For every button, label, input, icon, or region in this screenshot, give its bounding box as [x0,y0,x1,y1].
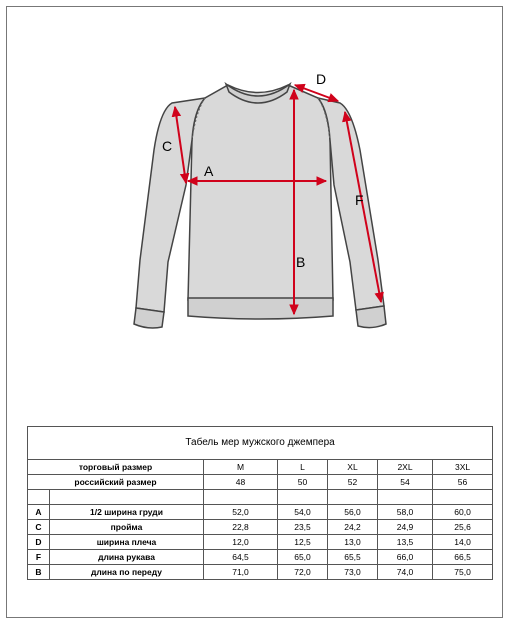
table-cell: 66,5 [433,550,493,565]
table-cell: 25,6 [433,520,493,535]
table-row [28,550,493,565]
sweater-body [188,85,333,300]
table-cell: 24,2 [328,520,378,535]
row-label: длина рукава [50,550,204,565]
table-cell: 58,0 [378,505,433,520]
table-cell: 54,0 [278,505,328,520]
row-code: A [28,505,50,520]
table-cell: 72,0 [278,565,328,580]
table-cell: 22,8 [204,520,278,535]
table-cell: 65,5 [328,550,378,565]
table-cell: 60,0 [433,505,493,520]
table-cell: 56,0 [328,505,378,520]
label-a: A [204,163,214,179]
sweater-hem [188,298,333,319]
label-b: B [296,254,306,270]
table-cell: 13,5 [378,535,433,550]
table-row [28,565,493,580]
row-label: пройма [50,520,204,535]
table-cell: 14,0 [433,535,493,550]
table-cell: 74,0 [378,565,433,580]
label-d: D [316,71,327,87]
row-code: C [28,520,50,535]
header-cell: M [204,460,278,475]
table-cell: 12,5 [278,535,328,550]
header-label: торговый размер [28,460,204,475]
table-cell: 73,0 [328,565,378,580]
header-cell: XL [328,460,378,475]
table-cell: 24,9 [378,520,433,535]
table-row [28,535,493,550]
table-cell: 66,0 [378,550,433,565]
row-label: ширина плеча [50,535,204,550]
row-code: B [28,565,50,580]
label-f: F [355,192,364,208]
table-cell: 64,5 [204,550,278,565]
row-code: D [28,535,50,550]
row-code: F [28,550,50,565]
header-cell: 48 [204,475,278,490]
header-cell: 54 [378,475,433,490]
table-cell: 71,0 [204,565,278,580]
header-cell: 2XL [378,460,433,475]
table-cell: 52,0 [204,505,278,520]
table-title: Табель мер мужского джемпера [28,427,493,460]
header-cell: L [278,460,328,475]
table-cell: 12,0 [204,535,278,550]
table-cell: 75,0 [433,565,493,580]
table-spacer-row [28,490,493,505]
left-cuff [134,308,164,328]
table-row [28,505,493,520]
header-label: российский размер [28,475,204,490]
right-cuff [356,306,386,328]
size-chart-table [27,426,493,580]
header-cell: 50 [278,475,328,490]
header-row-russian-size [28,475,493,490]
header-cell: 3XL [433,460,493,475]
table-title-row [28,427,493,460]
table-row [28,520,493,535]
table-cell: 23,5 [278,520,328,535]
header-cell: 52 [328,475,378,490]
header-cell: 56 [433,475,493,490]
table-cell: 65,0 [278,550,328,565]
row-label: длина по переду [50,565,204,580]
label-c: C [162,138,173,154]
header-row-trade-size [28,460,493,475]
table-cell: 13,0 [328,535,378,550]
row-label: 1/2 ширина груди [50,505,204,520]
